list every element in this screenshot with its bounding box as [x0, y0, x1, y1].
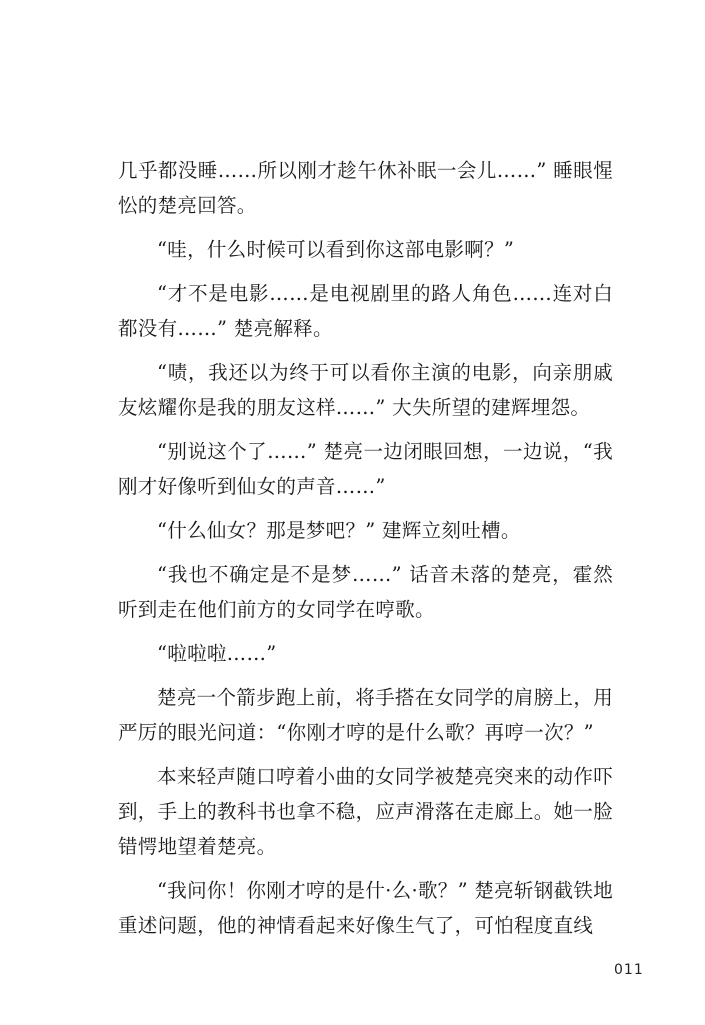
paragraph: 楚亮一个箭步跑上前，将手搭在女同学的肩膀上，用严厉的眼光问道：“你刚才哼的是什么歌？再哼一次？”: [118, 686, 613, 744]
page-number: 011: [614, 962, 644, 978]
paragraph: 本来轻声随口哼着小曲的女同学被楚亮突来的动作吓到，手上的教科书也拿不稳，应声滑落在走廊上。她一脸错愕地望着楚亮。: [118, 765, 614, 858]
paragraph: “啦啦啦……”: [157, 642, 277, 665]
paragraph: “什么仙女？那是梦吧？” 建辉立刻吐槽。: [157, 519, 521, 542]
paragraph: 几乎都没睡……所以刚才趁午休补眠一会儿……” 睡眼惺忪的楚亮回答。: [118, 159, 613, 217]
paragraph: “啧，我还以为终于可以看你主演的电影，向亲朋戚友炫耀你是我的朋友这样……” 大失所望的建辉埋怨。: [118, 361, 613, 419]
paragraph: “哇，什么时候可以看到你这部电影啊？”: [157, 238, 515, 261]
paragraph: “别说这个了……” 楚亮一边闭眼回想，一边说，“我刚才好像听到仙女的声音……”: [118, 440, 613, 498]
paragraph: “我也不确定是不是梦……” 话音未落的楚亮，霍然听到走在他们前方的女同学在哼歌。: [118, 563, 613, 621]
text-body: [118, 153, 613, 943]
paragraph: “我问你！你刚才哼的是什·么·歌？” 楚亮斩钢截铁地重述问题，他的神情看起来好像生气了，可怕程度直线: [118, 879, 613, 937]
paragraph: “才不是电影……是电视剧里的路人角色……连对白都没有……” 楚亮解释。: [118, 282, 613, 340]
